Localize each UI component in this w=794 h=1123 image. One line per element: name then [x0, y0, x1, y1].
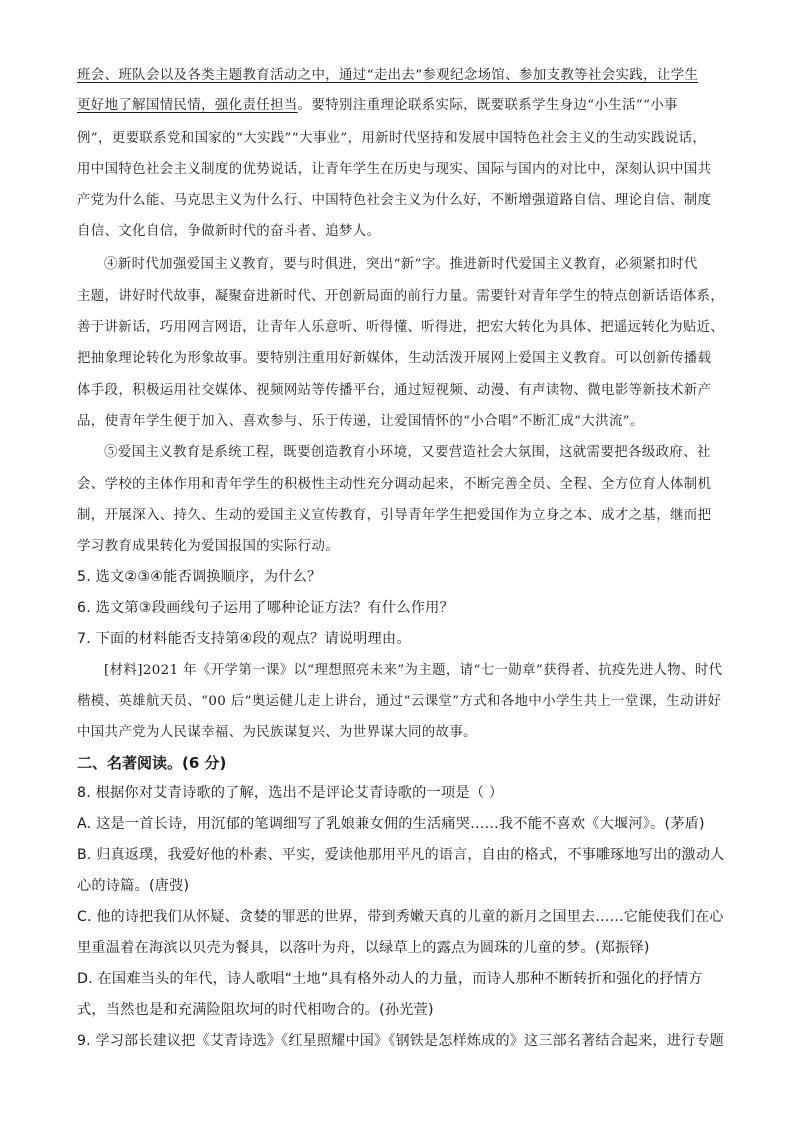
paragraph-4-line: ④新时代加强爱国主义教育，要与时俱进，突出“新”字。推进新时代爱国主义教育，必须紧扣时代	[104, 257, 698, 272]
passage-line	[77, 94, 678, 113]
passage-text: 。要特别注重理论联系实际，既要联系学生身边“小生活”“小事	[297, 98, 678, 113]
option-b: B. 归真返璞，我爱好他的朴素、平实，爱读他那用平凡的语言，自由的格式，不事雕琢地写出的激动人	[77, 847, 725, 863]
material-line: 中国共产党为人民谋幸福、为民族谋复兴、为世界谋大同的故事。	[77, 725, 477, 740]
passage-line: 例”，更要联系党和国家的“大实践”“大事业”，用新时代坚持和发展中国特色社会主义的生动实践说话，	[77, 131, 707, 146]
material-line: 楷模、英雄航天员、“00 后”奥运健儿走上讲台，通过“云课堂”方式和各地中小学生共上一堂课，生动讲好	[77, 694, 722, 709]
option-b-cont: 心的诗篇。(唐弢)	[77, 878, 190, 894]
section-heading: 二、名著阅读。(6 分)	[77, 754, 227, 772]
option-c: C. 他的诗把我们从怀疑、贪婪的罪恶的世界，带到秀嫩天真的儿童的新月之国里去……它能使我们在心	[77, 909, 724, 925]
option-d-cont: 式，当然也是和充满险阻坎坷的时代相吻合的。(孙光萱)	[77, 1002, 434, 1018]
option-a: A. 这是一首长诗，用沉郁的笔调细写了乳娘兼女佣的生活痛哭……我不能不喜欢《大堰河》。(茅盾)	[77, 816, 705, 832]
paragraph-4-line: 主题，讲好时代故事，凝聚奋进新时代、开创新局面的前行力量。需要针对青年学生的特点创新话语体系，	[77, 289, 725, 304]
question-5: 5. 选文②③④能否调换顺序，为什么？	[77, 569, 322, 585]
paragraph-5-line: 制，开展深入、持久、生动的爱国主义宣传教育，引导青年学生把爱国作为立身之本、成才之基，继而把	[77, 508, 712, 523]
paragraph-5-line: ⑤爱国主义教育是系统工程，既要创造教育小环境，又要营造社会大氛围，这就需要把各级政府、社	[104, 445, 711, 460]
question-7: 7. 下面的材料能否支持第④段的观点？请说明理由。	[77, 631, 411, 647]
question-8: 8. 根据你对艾青诗歌的了解，选出不是评论艾青诗歌的一项是（ ）	[77, 785, 504, 801]
paragraph-4-line: 善于讲新话，巧用网言网语，让青年人乐意听、听得懂、听得进，把宏大转化为具体、把遥远转化为贴近、	[77, 320, 725, 335]
passage-line: 班会、班队会以及各类主题教育活动之中，通过“走出去”参观纪念场馆、参加支教等社会实践，让学生	[77, 68, 699, 83]
paragraph-4-line: 把抽象理论转化为形象故事。要特别注重用好新媒体，生动活泼开展网上爱国主义教育。可以创新传播载	[77, 351, 712, 366]
material-line: [材料]2021 年《开学第一课》以“理想照亮未来”为主题，请“七一勋章”获得者、抗疫先进人物、时代	[104, 663, 723, 678]
paragraph-5-line: 会、学校的主体作用和青年学生的积极性主动性充分调动起来，不断完善全员、全程、全方位育人体制机	[77, 477, 712, 492]
paragraph-5-line: 学习教育成果转化为爱国报国的实际行动。	[77, 539, 340, 554]
paragraph-4-line: 体手段，积极运用社交媒体、视频网站等传播平台，通过短视频、动漫、有声读物、微电影等新技术新产	[77, 383, 712, 398]
paragraph-4-line: 品，使青年学生便于加入、喜欢参与、乐于传递，让爱国情怀的“小合唱”不断汇成“大洪流”。	[77, 414, 644, 429]
question-9: 9. 学习部长建议把《艾青诗选》《红星照耀中国》《钢铁是怎样炼成的》这三部名著结合起来，进行专题	[77, 1033, 724, 1049]
underlined-sentence: 更好地了解国情民情，强化责任担当	[77, 98, 298, 113]
question-6: 6. 选文第③段画线句子运用了哪种论证方法？有什么作用？	[77, 600, 454, 616]
option-c-cont: 里重温着在海滨以贝壳为餐具，以落叶为舟，以绿草上的露点为圆珠的儿童的梦。(郑振铎)	[77, 940, 650, 956]
passage-line: 产党为什么能、马克思主义为什么行、中国特色社会主义为什么好，不断增强道路自信、理论自信、制度	[77, 193, 712, 208]
passage-line: 用中国特色社会主义制度的优势说话，让青年学生在历史与现实、国际与国内的对比中，深刻认识中国共	[77, 162, 712, 177]
option-d: D. 在国难当头的年代，诗人歌唱“土地”具有格外动人的力量，而诗人那种不断转折和强化的抒情方	[77, 971, 703, 987]
passage-line: 自信、文化自信，争做新时代的奋斗者、追梦人。	[77, 224, 381, 239]
